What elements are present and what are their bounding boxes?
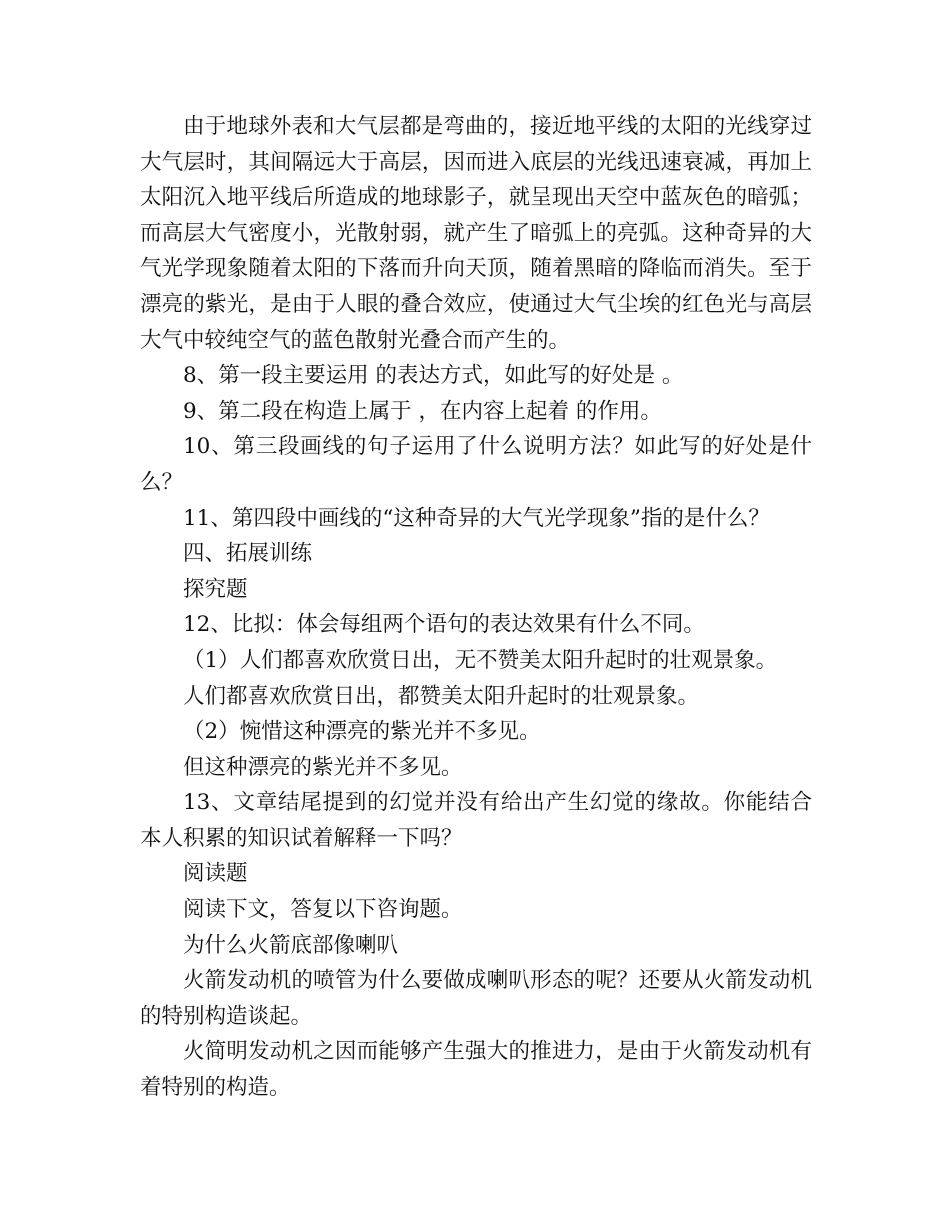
question-12-pair-1-b: 人们都喜欢欣赏日出，都赞美太阳升起时的壮观景象。 (183, 683, 700, 709)
question-12-pair-2-a: （2）惋惜这种漂亮的紫光并不多见。 (183, 719, 541, 745)
reading-paragraph-2: 火简明发动机之因而能够产生强大的推进力，是由于火箭发动机有着特别的构造。 (140, 1039, 812, 1101)
subheading-exploration: 探究题 (183, 576, 248, 602)
question-12-pair-1-a: （1）人们都喜欢欣赏日出，无不赞美太阳升起时的壮观景象。 (183, 647, 778, 673)
reading-title: 为什么火箭底部像喇叭 (183, 932, 399, 958)
question-8: 8、第一段主要运用 的表达方式，如此写的好处是 。 (183, 363, 684, 389)
reading-instruction: 阅读下文，答复以下咨询题。 (183, 897, 463, 923)
passage-paragraph: 由于地球外表和大气层都是弯曲的，接近地平线的太阳的光线穿过大气层时，其间隔远大于高层，因而进入底层的光线迅速衰减，再加上太阳沉入地平线后所造成的地球影子，就呈现出天空中蓝灰色的暗弧；而高层大气密度小，光散射弱，就产生了暗弧上的亮弧。这种奇异的大气光学现象随着太阳的下落而升向天顶，随着黑暗的降临而消失。至于漂亮的紫光，是由于人眼的叠合效应，使通过大气尘埃的红色光与高层大气中较纯空气的蓝色散射光叠合而产生的。 (140, 114, 812, 353)
question-11: 11、第四段中画线的“这种奇异的大气光学现象”指的是什么？ (183, 505, 770, 531)
question-12-pair-2-b: 但这种漂亮的紫光并不多见。 (183, 754, 463, 780)
question-10: 10、第三段画线的句子运用了什么说明方法？如此写的好处是什么？ (140, 434, 812, 495)
question-9: 9、第二段在构造上属于 ，在内容上起着 的作用。 (183, 398, 662, 424)
document-body (140, 109, 812, 1106)
question-13: 13、文章结尾提到的幻觉并没有给出产生幻觉的缘故。你能结合本人积累的知识试着解释一下吗？ (140, 790, 812, 851)
reading-paragraph-1: 火箭发动机的喷管为什么要做成喇叭形态的呢？还要从火箭发动机的特别构造谈起。 (140, 968, 812, 1029)
section-heading-extension: 四、拓展训练 (183, 541, 313, 567)
subheading-reading: 阅读题 (183, 861, 248, 887)
question-12: 12、比拟：体会每组两个语句的表达效果有什么不同。 (183, 612, 705, 638)
